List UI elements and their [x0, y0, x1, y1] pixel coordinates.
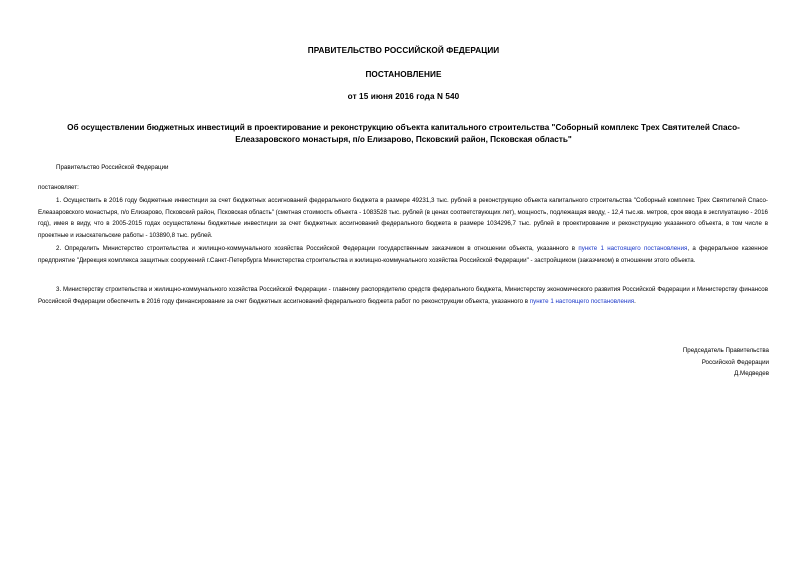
paragraph-3 [38, 284, 768, 307]
clause-1-link[interactable]: пункте 1 настоящего постановления [529, 297, 635, 305]
signature-block [683, 345, 769, 380]
document-date-number: от 15 июня 2016 года N 540 [347, 92, 460, 101]
paragraph-1: 1. Осуществить в 2016 году бюджетные инвестиции за счет бюджетных ассигнований федерального бюджета в размере 49231,3 тыс. рублей в реконструкцию объекта капитального строительства "Соборный комплекс Трех Святителей Спасо-Елеазаровского монастыря, п/о Елизарово, Псковский район, Псковская область" (сметная стоимость объекта - 1083528 тыс. рублей (в ценах соответствующих лет), мощность, подлежащая вводу, - 12,4 тыс.кв. метров, срок ввода в эксплуатацию - 2016 год), имея в виду, что в 2005-2015 годах осуществлены бюджетные инвестиции за счет бюджетных ассигнований федерального бюджета в размере 1034296,7 тыс. рублей в проектирование и реконструкцию указанного объекта, в том числе в проектные и изыскательские работы - 103890,8 тыс. рублей. [38, 197, 768, 239]
paragraph-2-text-end: , а федеральное казенное предприятие "Дирекция комплекса защитных сооружений г.Санкт-Петербурга Министерства строительства и жилищно-коммунального хозяйства Российской Федерации" - застройщиком (заказчиком) в отношении этого объекта. [38, 245, 769, 264]
paragraph-2 [38, 243, 768, 266]
government-heading: ПРАВИТЕЛЬСТВО РОССИЙСКОЙ ФЕДЕРАЦИИ [307, 46, 500, 55]
paragraph-2-text-start: 2. Определить Министерство строительства и жилищно-коммунального хозяйства Российской Федерации государственным заказчиком в отношении объекта, указанного в [56, 245, 579, 252]
paragraph-3-text-end: . [634, 297, 636, 305]
clause-1-link[interactable]: пункте 1 настоящего постановления [578, 245, 688, 252]
decree-verb: постановляет: [38, 184, 79, 191]
intro-text: Правительство Российской Федерации [56, 164, 169, 171]
signature-position: Председатель Правительства [682, 347, 769, 354]
paragraph-3-text-start: 3. Министерству строительства и жилищно-коммунального хозяйства Российской Федерации - главному распорядителю средств федерального бюджета, Министерству экономического развития Российской Федерации и Министерству финансов Российской Федерации обеспечить в 2016 году финансирование за счет бюджетных ассигнований федерального бюджета работ по реконструкции объекта, указанного в [38, 286, 768, 305]
document-title: Об осуществлении бюджетных инвестиций в проектирование и реконструкцию объекта капитального строительства "Соборный комплекс Трех Святителей Спасо-Елеазаровского монастыря, п/о Елизарово, Псковский район, Псковская область" [67, 123, 740, 144]
document-type-heading: ПОСТАНОВЛЕНИЕ [365, 70, 442, 79]
signature-organization: Российской Федерации [701, 358, 769, 366]
signature-name: Д.Медведев [734, 370, 769, 378]
